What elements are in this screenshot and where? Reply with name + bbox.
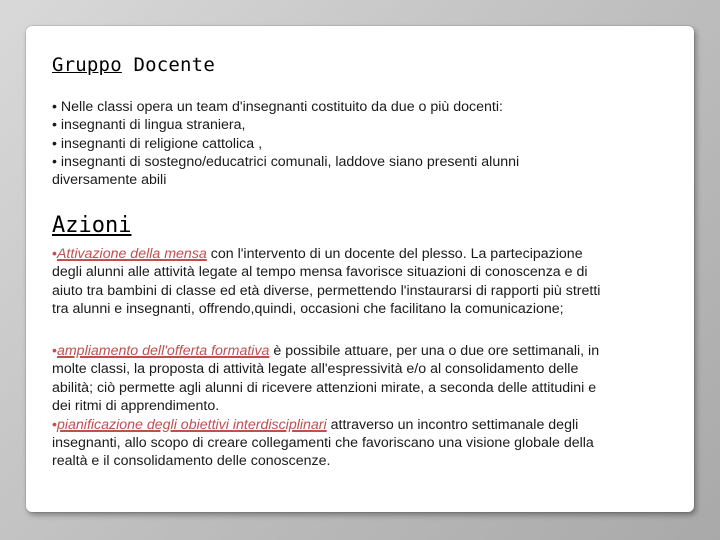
highlight-pianificazione-obiettivi: pianificazione degli obiettivi interdisciplinari (56, 416, 327, 433)
paragraph-line: •pianificazione degli obiettivi interdisciplinari attraverso un incontro settimanale degli (52, 416, 579, 433)
paragraph-line: realtà e il consolidamento delle conoscenze. (52, 453, 331, 470)
paragraph-ampliamento (52, 342, 682, 471)
list-item: diversamente abili (52, 172, 167, 189)
highlight-ampliamento-offerta: ampliamento dell'offerta formativa (56, 343, 270, 359)
paragraph-line: molte classi, la proposta di attività legate all'espressività e/o al consolidamento delle (52, 361, 579, 378)
paragraph-line: tra alunni e insegnanti, offrendo,quindi, occasioni che facilitano la comunicazione; (52, 301, 564, 318)
list-item: • insegnanti di lingua straniera, (52, 117, 246, 134)
bullet: • (52, 246, 57, 262)
highlight-attivazione-mensa: Attivazione della mensa (56, 246, 207, 262)
bullet: • (52, 343, 57, 359)
list-item: • insegnanti di sostegno/educatrici comunali, laddove siano presenti alunni (52, 153, 520, 170)
paragraph-mensa (52, 245, 682, 319)
paragraph-line: •ampliamento dell'offerta formativa è possibile attuare, per una o due ore settimanali, in (52, 343, 600, 359)
paragraph-line: •Attivazione della mensa con l'intervento di un docente del plesso. La partecipazione (52, 246, 583, 262)
heading-part-gruppo: Gruppo (52, 54, 122, 76)
paragraph-line: dei ritmi di apprendimento. (52, 398, 220, 415)
paragraph-line: abilità; ciò permette agli alunni di ricevere attenzioni mirate, a seconda delle attitudini e (52, 379, 597, 396)
paragraph-line: aiuto tra bambini di classe ed età diverse, permettendo l'instaurarsi di rapporti più stretti (52, 282, 601, 299)
bullet: • (52, 416, 57, 433)
section-title-azioni: Azioni (52, 213, 132, 238)
list-item: • insegnanti di religione cattolica , (52, 135, 263, 152)
heading-part-docente: Docente (121, 54, 215, 76)
list-item: • Nelle classi opera un team d'insegnanti costituito da due o più docenti: (52, 99, 503, 115)
paragraph-line: insegnanti, allo scopo di creare collegamenti che favoriscano una visione globale della (52, 435, 594, 452)
heading-gruppo-docente (52, 54, 215, 76)
intro-list (52, 98, 672, 189)
paragraph-line: degli alunni alle attività legate al tempo mensa favorisce situazioni di conoscenza e di (52, 264, 588, 281)
